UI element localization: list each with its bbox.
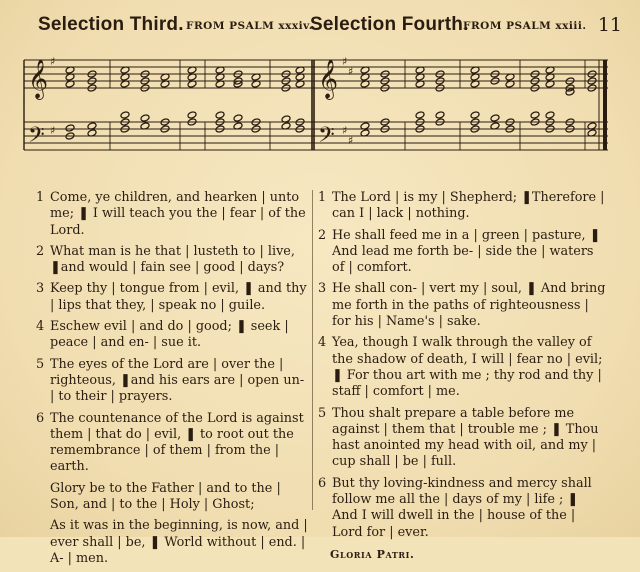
- verse-text: But thy loving-kindness and mercy shall follow me all the | days of my | life ; ❚ And I will dwell in the | house of the | Lord for | ever.: [332, 475, 592, 540]
- verse-text: The countenance of the Lord is against them | that do | evil, ❚ to root out the remembrance | of them | from the | earth.: [50, 410, 304, 475]
- verse-text: What man is he that | lusteth to | live, ❚and would | fain see | good | days?: [50, 243, 295, 276]
- left-column-lyrics: [36, 190, 308, 572]
- verse-number: 1: [36, 190, 45, 205]
- verse: [318, 476, 606, 541]
- verse-text: Thou shalt prepare a table before me against | them that | trouble me ; ❚ Thou hast anointed my head with oil, and my | cup shall | be | full.: [332, 405, 599, 470]
- bass-clef: 𝄢: [318, 123, 335, 153]
- verse: [36, 190, 308, 239]
- note-head: [435, 111, 445, 119]
- treble-clef: 𝄞: [318, 59, 339, 99]
- selection-third-source: FROM PSALM xxxiv.: [186, 20, 313, 32]
- verse-number: 6: [36, 410, 45, 426]
- selection-fourth-source: FROM PSALM xxiii.: [463, 20, 587, 32]
- note-head: [490, 114, 500, 122]
- note-head: [530, 111, 540, 119]
- verse-number: 2: [36, 243, 45, 259]
- right-column-lyrics: [318, 190, 606, 563]
- sharp-sign: ♯: [50, 124, 56, 137]
- page-number: 11: [597, 14, 622, 36]
- gloria-line: As it was in the beginning, is now, and | ever shall | be, ❚ World without | end. | A- | men.: [50, 518, 308, 566]
- verse: [36, 244, 308, 277]
- sharp-sign: ♯: [342, 55, 348, 68]
- note-head: [140, 114, 150, 122]
- note-head: [233, 114, 243, 122]
- verse-text: Yea, though I walk through the valley of the shadow of death, I will | fear no | evil; ❚ For thou art with me ; thy rod and thy | staff | comfort | me.: [332, 335, 603, 400]
- verse-number: 6: [318, 475, 327, 491]
- verse-number: 1: [318, 190, 327, 205]
- note-head: [120, 111, 130, 119]
- verse-number: 5: [36, 356, 45, 372]
- verse: [318, 190, 606, 223]
- verse-text: Eschew evil | and do | good; ❚ seek | peace | and en- | sue it.: [50, 319, 289, 351]
- selection-third-title: Selection Third.: [38, 14, 184, 35]
- final-barline: [603, 60, 607, 150]
- verse: [318, 228, 606, 277]
- column-divider: [312, 190, 313, 510]
- verse-text: The eyes of the Lord are | over the | righteous, ❚and his ears are | open un- | to their | prayers.: [50, 356, 305, 405]
- verse: [36, 281, 308, 314]
- selection-fourth-title: Selection Fourth.: [310, 14, 469, 35]
- verse-text: He shall feed me in a | green | pasture, ❚ And lead me forth be- | side the | waters of | comfort.: [332, 227, 601, 276]
- note-head: [187, 111, 197, 119]
- gloria-line: Glory be to the Father | and to the | Son, and | to the | Holy | Ghost;: [50, 480, 281, 513]
- music-score: [20, 52, 610, 164]
- verse: [318, 406, 606, 471]
- note-head: [470, 111, 480, 119]
- verse-number: 5: [318, 405, 327, 421]
- sharp-sign: ♯: [348, 134, 354, 147]
- treble-clef: 𝄞: [28, 59, 49, 99]
- note-head: [545, 111, 555, 119]
- verse-number: 4: [318, 335, 327, 351]
- verse-number: 3: [36, 281, 45, 297]
- staff-notation: [20, 52, 610, 164]
- verse-text: The Lord | is my | Shepherd; ❚Therefore | can I | lack | nothing.: [332, 190, 605, 222]
- verse-number: 4: [36, 319, 45, 335]
- verse: [318, 335, 606, 400]
- gloria-patri-label: Gloria Patri.: [330, 547, 415, 561]
- verse-text: Come, ye children, and hearken | unto me; ❚ I will teach you the | fear | of the Lord.: [50, 190, 306, 238]
- verse: [36, 357, 308, 406]
- verse-number: 2: [318, 227, 327, 243]
- sharp-sign: ♯: [348, 65, 354, 78]
- note-head: [65, 124, 75, 132]
- verse-text: He shall con- | vert my | soul, ❚ And bring me forth in the paths of righteousness | for his | Name's | sake.: [332, 281, 606, 330]
- note-head: [415, 111, 425, 119]
- verse: [36, 319, 308, 352]
- note-head: [215, 111, 225, 119]
- sharp-sign: ♯: [50, 55, 56, 68]
- verse-number: 3: [318, 281, 327, 297]
- page-header: [38, 14, 628, 40]
- verse: [36, 411, 308, 476]
- sharp-sign: ♯: [342, 124, 348, 137]
- bass-clef: 𝄢: [28, 123, 45, 153]
- verse: [318, 281, 606, 330]
- verse-text: Keep thy | tongue from | evil, ❚ and thy | lips that they, | speak no | guile.: [50, 281, 307, 313]
